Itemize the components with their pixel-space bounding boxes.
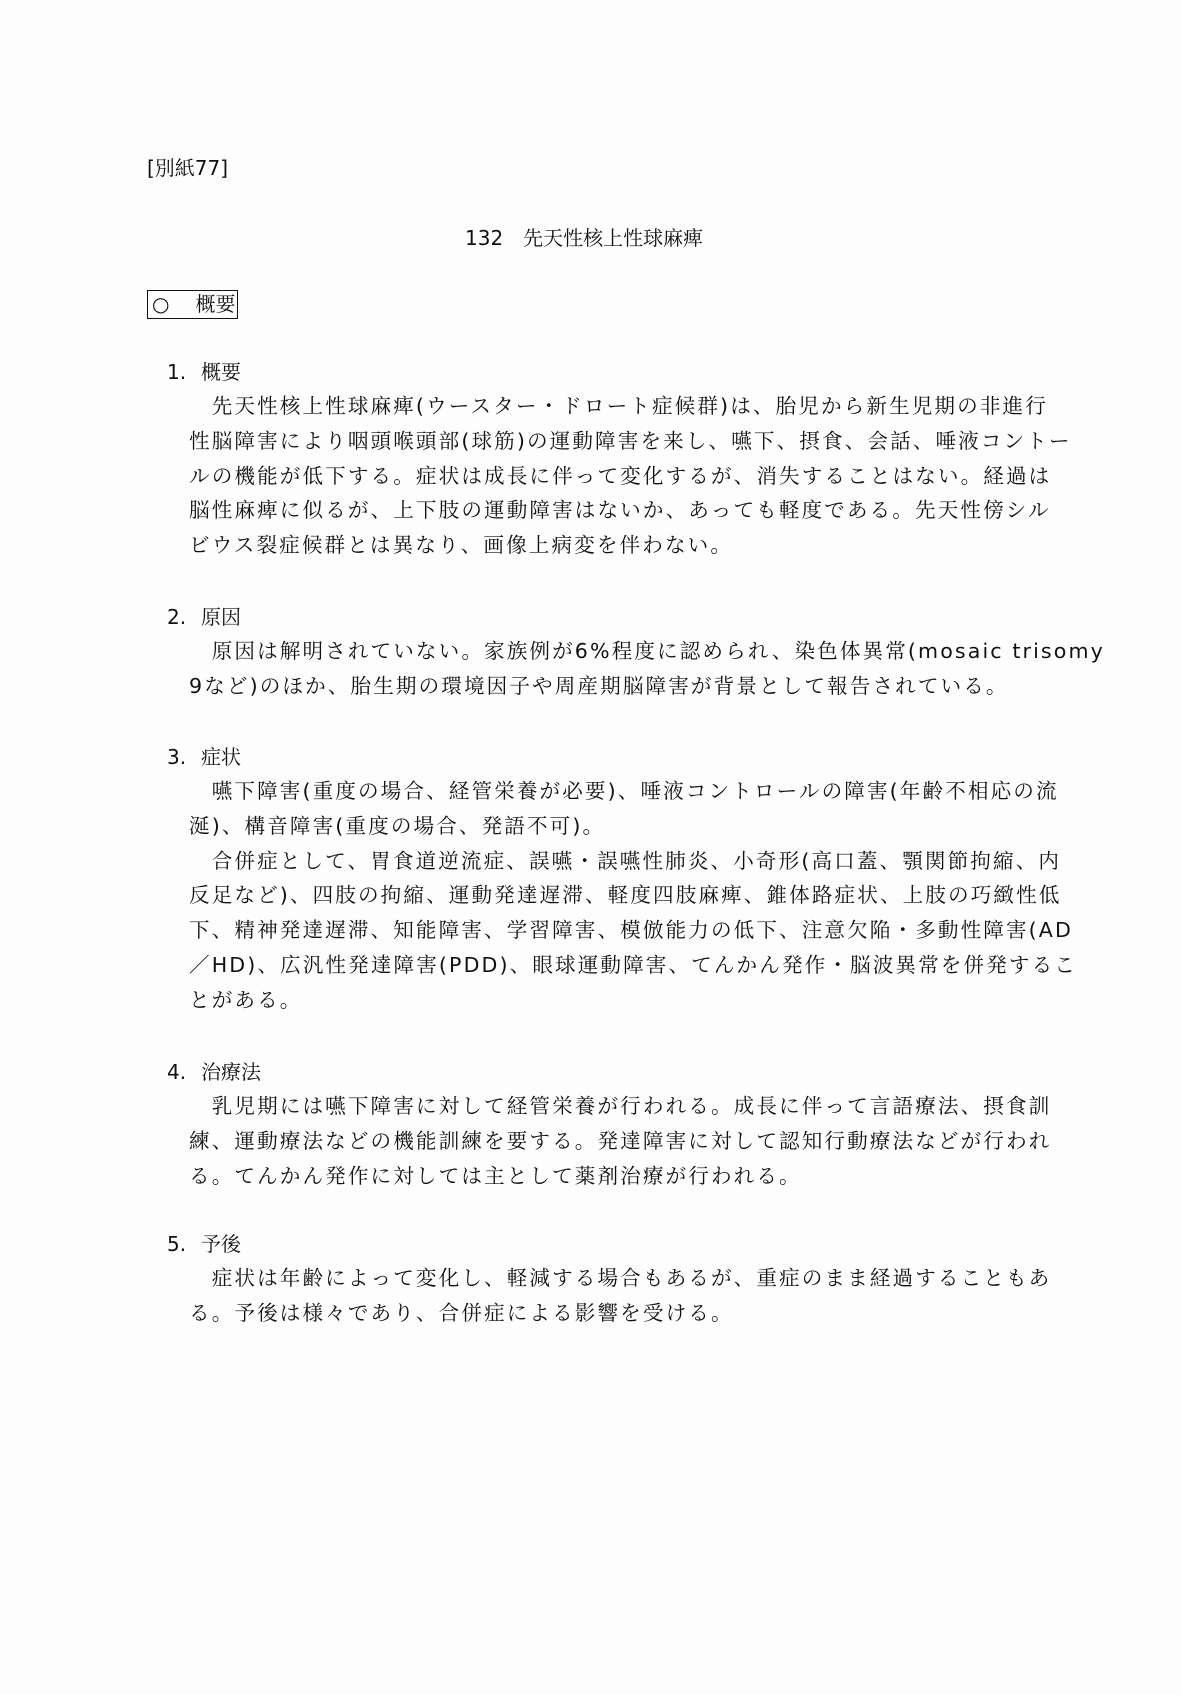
body-line: 性脳障害により咽頭喉頭部(球筋)の運動障害を来し、嚥下、摂食、会話、唾液コントー bbox=[189, 428, 1072, 453]
section-prognosis bbox=[167, 1228, 1052, 1331]
section-heading bbox=[167, 1228, 1047, 1261]
body-line: 乳児期には嚥下障害に対して経管栄養が行われる。成長に伴って言語療法、摂食訓 bbox=[189, 1094, 1052, 1118]
section-title: 予後 bbox=[201, 1232, 241, 1256]
section-number: 4. bbox=[167, 1060, 187, 1084]
body-line: 症状は年齢によって変化し、軽減する場合もあるが、重症のまま経過することもあ bbox=[189, 1266, 1052, 1290]
circle-marker-icon: ○ bbox=[152, 292, 170, 316]
document-title: 132 先天性核上性球麻痺 bbox=[465, 226, 704, 250]
body-line: 反足など)、四肢の拘縮、運動発達遅滞、軽度四肢麻痺、錐体路症状、上肢の巧緻性低 bbox=[189, 883, 1062, 908]
body-line: 嚥下障害(重度の場合、経管栄養が必要)、唾液コントロールの障害(年齢不相応の流 bbox=[189, 779, 1059, 803]
body-line: 原因は解明されていない。家族例が6%程度に認められ、染色体異常(mosaic trisomy bbox=[189, 639, 1105, 663]
section-heading bbox=[167, 356, 1047, 389]
body-line: る。てんかん発作に対しては主として薬剤治療が行われる。 bbox=[189, 1163, 802, 1188]
overview-heading-box bbox=[147, 290, 238, 319]
section-cause bbox=[167, 601, 1105, 704]
section-treatment bbox=[167, 1056, 1052, 1193]
body-line: 9など)のほか、胎生期の環境因子や周産期脳障害が背景として報告されている。 bbox=[189, 673, 1009, 698]
section-heading bbox=[167, 741, 1047, 774]
section-body bbox=[189, 1261, 1052, 1331]
body-line: 練、運動療法などの機能訓練を要する。発達障害に対して認知行動療法などが行われ bbox=[189, 1128, 1052, 1153]
body-line: 先天性核上性球麻痺(ウースター・ドロート症候群)は、胎児から新生児期の非進行 bbox=[189, 394, 1048, 418]
overview-heading-label: 概要 bbox=[195, 292, 236, 316]
body-line: ルの機能が低下する。症状は成長に伴って変化するが、消失することはない。経過は bbox=[189, 463, 1052, 488]
section-body bbox=[189, 389, 1072, 563]
body-line: る。予後は様々であり、合併症による影響を受ける。 bbox=[189, 1300, 734, 1325]
body-line: 下、精神発達遅滞、知能障害、学習障害、模倣能力の低下、注意欠陥・多動性障害(AD bbox=[189, 918, 1073, 943]
section-body bbox=[189, 634, 1105, 704]
section-number: 2. bbox=[167, 605, 187, 629]
section-number: 3. bbox=[167, 745, 187, 769]
section-number: 5. bbox=[167, 1232, 187, 1256]
body-line: ／HD)、広汎性発達障害(PDD)、眼球運動障害、てんかん発作・脳波異常を併発するこ bbox=[189, 952, 1077, 977]
section-title: 治療法 bbox=[201, 1060, 261, 1084]
section-heading bbox=[167, 601, 1047, 634]
section-heading bbox=[167, 1056, 1047, 1089]
section-body bbox=[189, 774, 1077, 1018]
body-line: 合併症として、胃食道逆流症、誤嚥・誤嚥性肺炎、小奇形(高口蓋、顎関節拘縮、内 bbox=[189, 848, 1062, 873]
section-number: 1. bbox=[167, 360, 187, 384]
section-title: 概要 bbox=[201, 360, 241, 384]
body-line: とがある。 bbox=[189, 987, 303, 1012]
section-overview bbox=[167, 356, 1072, 563]
body-line: ビウス裂症候群とは異なり、画像上病変を伴わない。 bbox=[189, 533, 734, 558]
body-line: 脳性麻痺に似るが、上下肢の運動障害はないか、あっても軽度である。先天性傍シル bbox=[189, 498, 1051, 523]
appendix-label: [別紙77] bbox=[147, 156, 229, 180]
section-title: 原因 bbox=[201, 605, 241, 629]
section-title: 症状 bbox=[201, 745, 241, 769]
section-body bbox=[189, 1089, 1052, 1193]
section-symptoms bbox=[167, 741, 1077, 1018]
body-line: 涎)、構音障害(重度の場合、発語不可)。 bbox=[189, 813, 606, 838]
